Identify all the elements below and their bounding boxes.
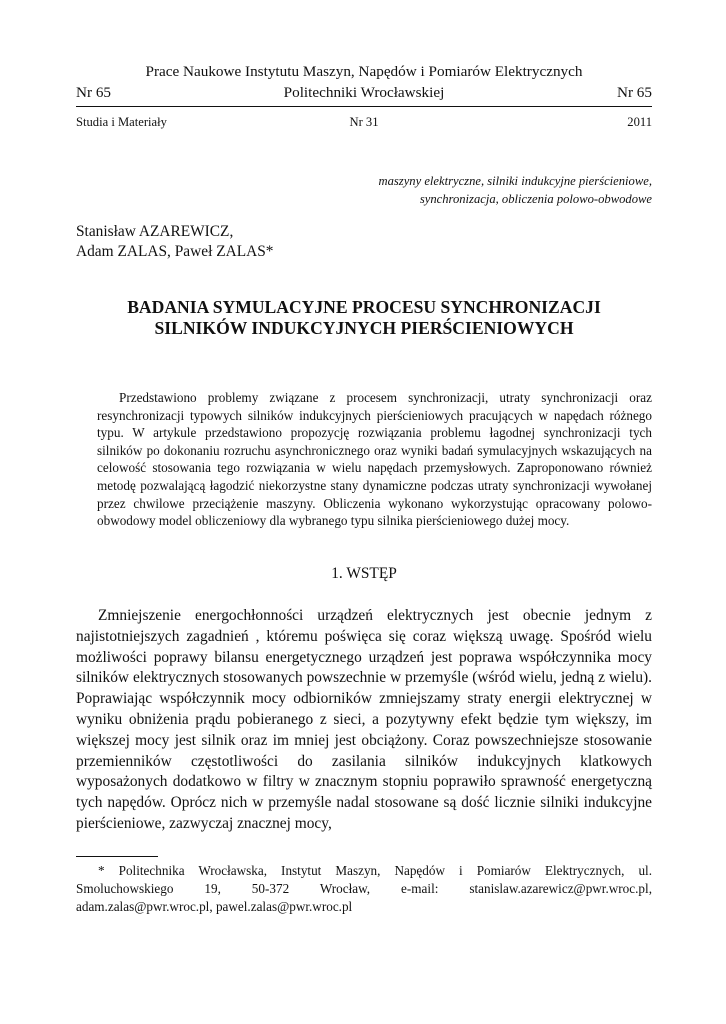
- header-rule: [76, 106, 652, 107]
- keywords-line-2: synchronizacja, obliczenia polowo-obwodowe: [419, 192, 652, 206]
- authors: [76, 222, 274, 262]
- issue-number-left: Nr 65: [76, 84, 112, 101]
- subheader: [76, 115, 652, 131]
- body-paragraph: Zmniejszenie energochłonności urządzeń elektrycznych jest obecnie jednym z najistotniejszych zagadnień , któremu poświęca się coraz większą uwagę. Spośród wielu możliwości poprawy bilansu energetycznego urządzeń jest poprawa współczynnika mocy silników elektrycznych stosowanych powszechnie w przemyśle (wśród wielu, jedną z wielu). Poprawiając współczynnik mocy odbiorników zmniejszamy straty energii elektrycznej w wyniku obniżenia prądu pobieranego z sieci, a pozytywny efekt będzie tym większy, im większej mocy jest silnik oraz im mniej jest obciążony. Coraz powszechniejsze stosowanie przemienników częstotliwości do zasilania silników indukcyjnych klatkowych wyposażonych dodatkowo w filtry w znacznym stopniu poprawiło sprawność energetyczną tych napędów. Oprócz nich w przemyśle nadal stosowane są dość licznie silniki indukcyjne pierścieniowe, zazwyczaj znacznej mocy,: [76, 607, 652, 832]
- series-subtitle: Studia i Materiały: [76, 115, 167, 129]
- footnote-rule: [76, 856, 158, 857]
- authors-line-2: Adam ZALAS, Paweł ZALAS*: [76, 243, 274, 260]
- volume-number: Nr 31: [349, 115, 379, 129]
- authors-line-1: Stanisław AZAREWICZ,: [76, 223, 234, 240]
- series-title: Prace Naukowe Instytutu Maszyn, Napędów i Pomiarów Elektrycznych: [145, 63, 583, 80]
- institution-name: Politechniki Wrocławskiej: [283, 84, 445, 101]
- keywords: [76, 172, 652, 208]
- footnote: * Politechnika Wrocławska, Instytut Maszyn, Napędów i Pomiarów Elektrycznych, ul. Smoluchowskiego 19, 50-372 Wrocław, e-mail: stanislaw.azarewicz@pwr.wroc.pl, adam.zalas@pwr.wroc.pl, pawel.zalas@pwr.wroc.pl: [76, 863, 652, 914]
- section-heading: 1. WSTĘP: [331, 565, 397, 582]
- title-line-1: BADANIA SYMULACYJNE PROCESU SYNCHRONIZACJI: [127, 297, 601, 317]
- publication-year: 2011: [627, 115, 652, 129]
- keywords-line-1: maszyny elektryczne, silniki indukcyjne pierścieniowe,: [378, 174, 652, 188]
- abstract: Przedstawiono problemy związane z procesem synchronizacji, utraty synchronizacji oraz resynchronizacji typowych silników indukcyjnych pierścieniowych pracujących w napędach różnego typu. W artykule przedstawiono propozycję rozwiązania problemu łagodnej synchronizacji tych silników po dokonaniu rozruchu asynchronicznego oraz wyniki badań symulacyjnych wskazujących na celowość stosowania tego rozwiązania w wielu napędach przemysłowych. Zaproponowano również metodę pozwalającą łagodzić niekorzystne stany dynamiczne podczas utraty synchronizacji wywołanej przez chwilowe przeciążenie maszyny. Obliczenia wykonano wykorzystując opracowany polowo-obwodowy model obliczeniowy dla wybranego typu silnika pierścieniowego dużej mocy.: [97, 390, 652, 529]
- paper-title: [76, 297, 652, 339]
- issue-number-right: Nr 65: [616, 84, 652, 101]
- title-line-2: SILNIKÓW INDUKCYJNYCH PIERŚCIENIOWYCH: [154, 318, 574, 338]
